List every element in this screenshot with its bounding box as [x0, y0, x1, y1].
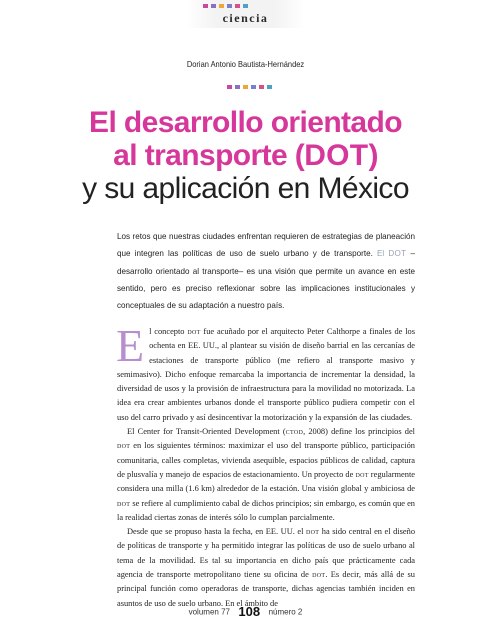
lead-paragraph: Los retos que nuestras ciudades enfrentan requieren de estrategias de planeación que integren las políticas de uso de suelo urbano y de transporte. El DOT –desarrollo orientado al transporte– es una visión que permite un avance en este sentido, pero es preciso reflexionar sobre las implicaciones institucionales y conceptuales de su adaptación a nuestro país. [117, 232, 415, 311]
page-number: 108 [238, 604, 261, 620]
article-body [116, 320, 416, 611]
body-paragraph: El concepto dot fue acuñado por el arquitecto Peter Calthorpe a finales de los ochenta en EE. UU., al plantear su visión de diseño barrial en las cercanías de estaciones de transporte público (me refiero al transporte masivo y semimasivo). Dicho enfoque remarcaba la importancia de incrementar la densidad, la diversidad de usos y la provisión de infraestructura para la movilidad no motorizada. La idea era crear ambientes urbanos donde el transporte público pudiera competir con el uso del carro privado y así desincentivar la motorización y la expansión de las ciudades. [116, 320, 415, 422]
color-swatch [227, 4, 232, 8]
color-swatch [227, 85, 232, 89]
color-swatch [251, 85, 256, 89]
color-swatch-strip [203, 4, 248, 8]
section-label: ciencia [222, 11, 269, 25]
color-swatch [235, 85, 240, 89]
color-swatch-strip [227, 85, 272, 89]
body-paragraph: El Center for Transit-Oriented Development (ctod, 2008) define los principios del dot en los siguientes términos: maximizar el uso del transporte público, participación comunitaria, calles completas, vivienda asequible, espacios públicos de calidad, captura de plusvalía y manejo de espacios de estacionamiento. Un proyecto de dot regularmente considera una milla (1.6 km) alrededor de la estación. Una visión global y ambiciosa de dot se refiere al cumplimiento cabal de dichos principios; sin embargo, es común que en la realidad ciertas zonas de interés sólo lo cumplan parcialmente. [117, 427, 415, 522]
color-swatch [219, 4, 224, 8]
color-swatch [243, 4, 248, 8]
color-swatch [267, 85, 272, 89]
color-swatch [203, 4, 208, 8]
issue-label: número 2 [268, 607, 303, 617]
title-line-2: al transporte (DOT) [113, 139, 378, 172]
color-swatch [211, 4, 216, 8]
body-paragraph: Desde que se propuso hasta la fecha, en EE. UU. el dot ha sido central en el diseño de políticas de transporte y ha permitido integrar las políticas de uso de suelo urbano al tema de la movilidad. Es tal su importancia en dicho país que prácticamente cada agencia de transporte metropolitano tiene su oficina de dot. Es decir, más allá de su principal función como operadoras de transporte, dichas agencias también inciden en asuntos de uso de suelo urbano. En el ámbito de [117, 527, 416, 608]
color-swatch [259, 85, 264, 89]
volume-label: volumen 77 [188, 607, 230, 617]
drop-cap: E [116, 320, 145, 371]
page-footer [0, 603, 491, 621]
article-title [0, 106, 491, 205]
title-line-1: El desarrollo orientado [89, 106, 402, 139]
color-swatch [243, 85, 248, 89]
color-swatch [235, 4, 240, 8]
title-line-3: y su aplicación en México [82, 172, 409, 205]
author-name: Dorian Antonio Bautista-Hernández [186, 59, 305, 69]
